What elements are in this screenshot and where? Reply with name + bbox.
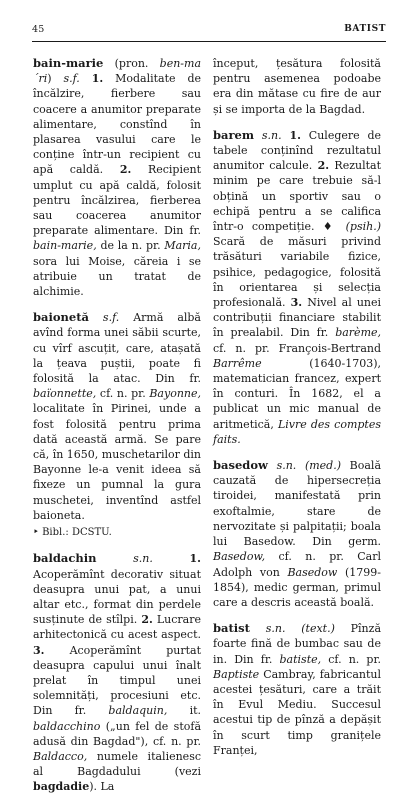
sense-number: 1. xyxy=(289,128,301,142)
etymon: batiste, xyxy=(279,652,322,666)
part-of-speech: s.n. xyxy=(261,128,282,142)
definition-text: Boală cauzată de hipersecreția tiroidei, manifestată prin exoftalmie, stare de nervozitate și palpitații; boala lui Basedow. Din germ. xyxy=(213,459,382,549)
definition-text: Armă albă avînd forma unei săbii scurte, cu vîrf ascuțit, care, atașată la țeava puștii, poate fi folosită la atac. Din fr. xyxy=(33,311,201,386)
sense-number: 2. xyxy=(141,613,153,627)
domain-label: (med.) xyxy=(304,459,342,473)
definition-text: sora lui Moise, căreia i se atribuie un tratat de alchimie. xyxy=(33,254,201,299)
headword: basedow xyxy=(213,458,268,473)
definition-text: (1799-1854), medic german, primul care a descris această boală. xyxy=(213,565,381,609)
etymon: bain-marie, xyxy=(33,239,97,253)
definition-text: Rezultat minim pe care trebuie să-l obțină un sportiv sau o echipă pentru a se califica într-o competiție. xyxy=(213,159,381,234)
running-head-keyword: BATIST xyxy=(344,24,386,34)
definition-text: Recipient umplut cu apă caldă, folosit pentru încălzirea, fierberea sau coacerea anumitor preparate alimentare. Din fr. xyxy=(33,163,201,238)
definition-text: cf. n. pr. Carl Adolph von xyxy=(213,550,381,579)
headword: baldachin xyxy=(33,551,97,566)
part-of-speech: s.f. xyxy=(63,72,80,86)
definition-text: („un fel de stofă adusă din Bagdad"), cf. n. pr. xyxy=(33,719,202,748)
header-rule xyxy=(32,41,386,42)
part-of-speech: s.n. xyxy=(265,622,286,636)
headword: baionetă xyxy=(33,310,89,325)
definition-text: Nivel al unei contribuții financiare stabilit în prealabil. Din fr. xyxy=(213,296,382,340)
etymon: Barrême xyxy=(213,356,262,370)
definition-text: cf. n. pr. François-Bertrand xyxy=(213,341,381,355)
etymon: baïonnette, xyxy=(33,387,97,401)
sense-number: 3. xyxy=(33,643,45,657)
definition-text: numele italienesc al Bagdadului (vezi xyxy=(33,749,201,779)
definition-text: Pînză foarte fină de bumbac sau de in. Din fr. xyxy=(213,622,381,666)
headword: barem xyxy=(213,127,255,142)
entry-basedow xyxy=(213,458,381,610)
definition-text: Acoperămînt purtat deasupra capului unui înalt prelat în timpul unei solemnități, procesiuni etc. Din fr. xyxy=(33,643,201,718)
part-of-speech: s.f. xyxy=(102,311,120,325)
sense-number: 2. xyxy=(317,159,330,173)
definition-text: Cambray, fabricantul acestei țesături, care a trăit în Evul Mediu. Succesul acestui tip de pînză a depășit în scurt timp granițele Franței, xyxy=(213,667,381,757)
page-number: 45 xyxy=(32,24,45,35)
sense-number: 1. xyxy=(189,552,202,566)
part-of-speech: s.n. xyxy=(276,459,297,473)
etymon: Basedow, xyxy=(213,550,266,564)
etymon: Baptiste xyxy=(213,667,260,681)
definition-text: localitate în Pirinei, unde a fost folosită pentru prima dată această armă. Se pare că, în 1650, muschetarilor din Bayonne le-a venit ideea să fixeze un pumnal la gura muschetei, inventînd astfel baioneta. xyxy=(33,402,202,522)
etymon: Bayonne, xyxy=(149,387,201,401)
definition-text: Scară de măsuri privind trăsături variabile fizice, psihice, pedagogice, folosită în orientarea și selecția profesională. xyxy=(213,235,381,310)
domain-label: (psih.) xyxy=(345,220,381,234)
entry-barem xyxy=(213,128,381,447)
definition-text: (1640-1703), matematician francez, expert în conturi. În 1682, el a publicat un mic manual de aritmetică, xyxy=(213,356,381,431)
right-column xyxy=(213,56,381,769)
entry-baldachin xyxy=(33,551,201,794)
definition-text: de la n. pr. xyxy=(100,239,161,253)
definition-text: cf. n. pr. xyxy=(99,387,146,401)
etymon: baldaquin, xyxy=(108,704,168,718)
definition-text: Lucrare arhitectonică cu acest aspect. xyxy=(33,613,201,642)
book-title: Livre des comptes faits. xyxy=(213,417,382,446)
entry-baioneta xyxy=(33,310,201,540)
etymon: Baldacco, xyxy=(33,749,88,763)
entry-batist xyxy=(213,621,381,758)
definition-text: Modalitate de încălzire, fierbere sau coacere a anumitor preparate alimentare, constînd în plasarea vasului care le conține într-un recipient cu apă caldă. xyxy=(33,72,201,177)
entry-continuation: început, țesătura folosită pentru asemenea podoabe era din mătase cu fire de aur și se importa de la Bagdad. xyxy=(213,57,381,116)
etymon: baldacchino xyxy=(33,719,101,733)
headword: batist xyxy=(213,621,250,636)
bibliography-note: ‣ Bibl.: DCSTU. xyxy=(33,527,112,539)
pron-label: (pron. xyxy=(114,57,160,70)
page-header xyxy=(32,24,386,38)
cross-reference: bagdadie xyxy=(33,780,90,794)
definition-text: Acoperămînt decorativ situat deasupra unui pat, a unui altar etc., format din perdele susținute de stîlpi. xyxy=(33,567,201,627)
definition-text: ). La xyxy=(89,780,115,794)
pron-close: ) xyxy=(47,72,52,86)
etymon: barème, xyxy=(335,326,382,340)
pron-value: ben-ma´ri xyxy=(33,57,201,86)
etymon: Maria, xyxy=(164,239,201,253)
headword: bain-marie xyxy=(33,56,104,70)
sense-number: 3. xyxy=(290,296,303,310)
left-column xyxy=(33,56,201,806)
part-of-speech: s.n. xyxy=(133,552,153,566)
diamond-marker: ♦ xyxy=(322,220,338,234)
sense-number: 2. xyxy=(119,163,132,177)
definition-text: it. xyxy=(189,704,201,718)
definition-text: cf. n. pr. xyxy=(328,652,382,666)
entry-bain-marie xyxy=(33,56,201,299)
definition-text: Culegere de tabele conținînd rezultatul anumitor calcule. xyxy=(213,128,382,173)
sense-number: 1. xyxy=(91,72,104,86)
etymon: Basedow xyxy=(287,565,338,579)
domain-label: (text.) xyxy=(301,622,335,636)
